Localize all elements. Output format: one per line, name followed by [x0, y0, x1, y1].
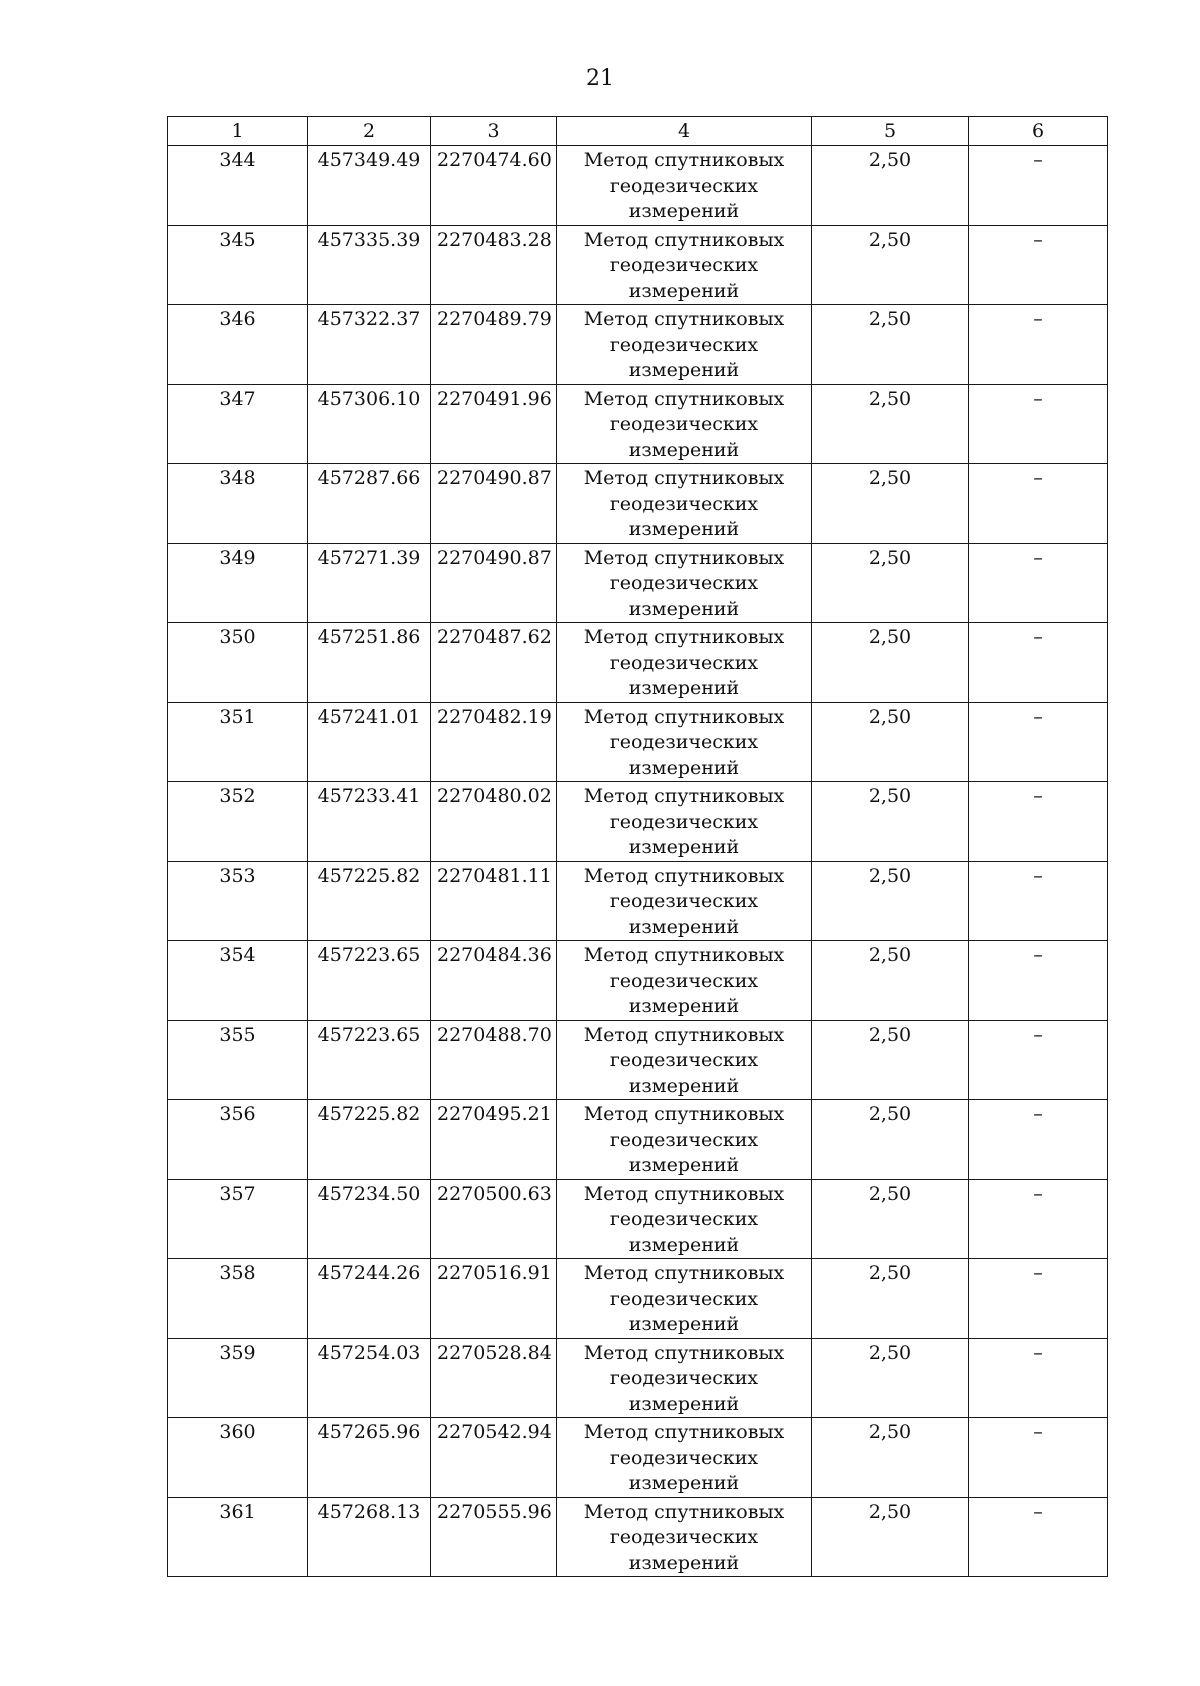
point-number-cell: 360: [168, 1418, 308, 1498]
point-number-cell: 353: [168, 861, 308, 941]
accuracy-cell: 2,50: [812, 1100, 969, 1180]
method-line: Метод спутниковых: [583, 785, 785, 807]
method-line: Метод спутниковых: [583, 149, 785, 171]
y-coordinate-cell: 2270490.87: [431, 464, 557, 544]
method-line: Метод спутниковых: [583, 467, 785, 489]
x-coordinate-cell: 457234.50: [308, 1179, 431, 1259]
method-line: измерений: [628, 1074, 740, 1097]
note-cell: –: [969, 861, 1108, 941]
accuracy-cell: 2,50: [812, 782, 969, 862]
x-coordinate-cell: 457223.65: [308, 1020, 431, 1100]
table-row: [168, 464, 1108, 544]
table-row: [168, 1100, 1108, 1180]
method-line: Метод спутниковых: [583, 387, 785, 410]
column-header-3: 3: [431, 117, 557, 146]
method-line: геодезических: [609, 174, 759, 197]
accuracy-cell: 2,50: [812, 702, 969, 782]
accuracy-cell: 2,50: [812, 1418, 969, 1498]
method-cell: [557, 702, 812, 782]
point-number-cell: 346: [168, 305, 308, 385]
table-header: [168, 117, 1108, 146]
method-cell: [557, 543, 812, 623]
x-coordinate-cell: 457225.82: [308, 1100, 431, 1180]
method-line: геодезических: [609, 969, 759, 992]
table-row: [168, 543, 1108, 623]
method-line: геодезических: [609, 810, 759, 833]
y-coordinate-cell: 2270495.21: [431, 1100, 557, 1180]
method-line: Метод спутниковых: [583, 1421, 785, 1443]
x-coordinate-cell: 457268.13: [308, 1497, 431, 1577]
method-line: геодезических: [609, 651, 759, 674]
method-cell: [557, 1020, 812, 1100]
x-coordinate-cell: 457223.65: [308, 941, 431, 1021]
method-line: Метод спутниковых: [583, 1182, 785, 1205]
point-number-cell: 352: [168, 782, 308, 862]
y-coordinate-cell: 2270488.70: [431, 1020, 557, 1100]
y-coordinate-cell: 2270483.28: [431, 225, 557, 305]
accuracy-cell: 2,50: [812, 146, 969, 226]
method-line: Метод спутниковых: [583, 626, 785, 648]
table-row: [168, 702, 1108, 782]
x-coordinate-cell: 457233.41: [308, 782, 431, 862]
point-number-cell: 350: [168, 623, 308, 703]
note-cell: –: [969, 305, 1108, 385]
method-line: измерений: [628, 279, 740, 302]
method-line: геодезических: [609, 1446, 759, 1469]
note-cell: –: [969, 384, 1108, 464]
accuracy-cell: 2,50: [812, 384, 969, 464]
y-coordinate-cell: 2270474.60: [431, 146, 557, 226]
note-cell: –: [969, 1100, 1108, 1180]
point-number-cell: 355: [168, 1020, 308, 1100]
y-coordinate-cell: 2270487.62: [431, 623, 557, 703]
method-cell: [557, 305, 812, 385]
x-coordinate-cell: 457241.01: [308, 702, 431, 782]
y-coordinate-cell: 2270484.36: [431, 941, 557, 1021]
method-line: измерений: [628, 1392, 740, 1415]
page-number: 21: [586, 66, 614, 91]
x-coordinate-cell: 457271.39: [308, 543, 431, 623]
table-row: [168, 1338, 1108, 1418]
accuracy-cell: 2,50: [812, 225, 969, 305]
note-cell: –: [969, 1338, 1108, 1418]
note-cell: –: [969, 225, 1108, 305]
method-line: Метод спутниковых: [583, 705, 785, 728]
method-line: геодезических: [609, 1526, 759, 1548]
note-cell: –: [969, 1418, 1108, 1498]
method-line: геодезических: [609, 572, 759, 594]
y-coordinate-cell: 2270500.63: [431, 1179, 557, 1259]
note-cell: –: [969, 543, 1108, 623]
column-header-1: 1: [168, 117, 308, 146]
x-coordinate-cell: 457306.10: [308, 384, 431, 464]
table-row: [168, 782, 1108, 862]
note-cell: –: [969, 782, 1108, 862]
method-cell: [557, 1259, 812, 1339]
accuracy-cell: 2,50: [812, 623, 969, 703]
accuracy-cell: 2,50: [812, 1259, 969, 1339]
method-line: измерений: [628, 995, 740, 1017]
point-number-cell: 357: [168, 1179, 308, 1259]
method-line: измерений: [628, 756, 740, 779]
table-row: [168, 1497, 1108, 1577]
coordinates-table: [167, 116, 1108, 1577]
table-row: [168, 623, 1108, 703]
method-cell: [557, 146, 812, 226]
accuracy-cell: 2,50: [812, 305, 969, 385]
point-number-cell: 347: [168, 384, 308, 464]
method-cell: [557, 1338, 812, 1418]
point-number-cell: 354: [168, 941, 308, 1021]
y-coordinate-cell: 2270482.19: [431, 702, 557, 782]
y-coordinate-cell: 2270542.94: [431, 1418, 557, 1498]
method-line: геодезических: [609, 413, 759, 435]
method-line: измерений: [628, 597, 740, 620]
note-cell: –: [969, 1020, 1108, 1100]
method-line: геодезических: [609, 492, 759, 515]
accuracy-cell: 2,50: [812, 941, 969, 1021]
method-line: геодезических: [609, 1208, 759, 1230]
point-number-cell: 344: [168, 146, 308, 226]
accuracy-cell: 2,50: [812, 1338, 969, 1418]
method-line: измерений: [628, 438, 740, 461]
x-coordinate-cell: 457335.39: [308, 225, 431, 305]
method-cell: [557, 1100, 812, 1180]
y-coordinate-cell: 2270480.02: [431, 782, 557, 862]
accuracy-cell: 2,50: [812, 1179, 969, 1259]
y-coordinate-cell: 2270516.91: [431, 1259, 557, 1339]
method-line: Метод спутниковых: [583, 1500, 785, 1523]
table-row: [168, 384, 1108, 464]
method-cell: [557, 1497, 812, 1577]
point-number-cell: 359: [168, 1338, 308, 1418]
y-coordinate-cell: 2270555.96: [431, 1497, 557, 1577]
method-line: измерений: [628, 1551, 740, 1574]
method-line: Метод спутниковых: [583, 308, 785, 330]
x-coordinate-cell: 457244.26: [308, 1259, 431, 1339]
y-coordinate-cell: 2270491.96: [431, 384, 557, 464]
table-row: [168, 225, 1108, 305]
method-line: измерений: [628, 677, 740, 699]
method-line: Метод спутниковых: [583, 1341, 785, 1364]
x-coordinate-cell: 457225.82: [308, 861, 431, 941]
point-number-cell: 351: [168, 702, 308, 782]
note-cell: –: [969, 623, 1108, 703]
method-line: измерений: [628, 915, 740, 938]
method-line: измерений: [628, 200, 740, 222]
table-row: [168, 1020, 1108, 1100]
method-line: Метод спутниковых: [583, 1262, 785, 1284]
method-line: Метод спутниковых: [583, 864, 785, 887]
method-line: измерений: [628, 1154, 740, 1176]
note-cell: –: [969, 1259, 1108, 1339]
method-line: геодезических: [609, 1049, 759, 1071]
x-coordinate-cell: 457254.03: [308, 1338, 431, 1418]
method-line: измерений: [628, 836, 740, 858]
method-line: геодезических: [609, 1287, 759, 1310]
table-row: [168, 1179, 1108, 1259]
table-row: [168, 861, 1108, 941]
y-coordinate-cell: 2270528.84: [431, 1338, 557, 1418]
method-cell: [557, 782, 812, 862]
method-line: Метод спутниковых: [583, 228, 785, 251]
point-number-cell: 348: [168, 464, 308, 544]
table-row: [168, 1259, 1108, 1339]
header-row: [168, 117, 1108, 146]
method-line: Метод спутниковых: [583, 1103, 785, 1125]
method-line: геодезических: [609, 1128, 759, 1151]
table-body: [168, 146, 1108, 1577]
method-cell: [557, 1179, 812, 1259]
method-line: геодезических: [609, 1367, 759, 1389]
table-row: [168, 1418, 1108, 1498]
method-cell: [557, 1418, 812, 1498]
method-line: Метод спутниковых: [583, 944, 785, 966]
method-cell: [557, 941, 812, 1021]
x-coordinate-cell: 457265.96: [308, 1418, 431, 1498]
method-cell: [557, 623, 812, 703]
y-coordinate-cell: 2270481.11: [431, 861, 557, 941]
method-line: геодезических: [609, 731, 759, 753]
note-cell: –: [969, 464, 1108, 544]
method-cell: [557, 464, 812, 544]
method-cell: [557, 384, 812, 464]
method-line: геодезических: [609, 333, 759, 356]
y-coordinate-cell: 2270490.87: [431, 543, 557, 623]
note-cell: –: [969, 941, 1108, 1021]
x-coordinate-cell: 457251.86: [308, 623, 431, 703]
x-coordinate-cell: 457322.37: [308, 305, 431, 385]
method-line: измерений: [628, 1313, 740, 1335]
accuracy-cell: 2,50: [812, 543, 969, 623]
note-cell: –: [969, 1497, 1108, 1577]
method-line: геодезических: [609, 890, 759, 912]
method-line: измерений: [628, 1472, 740, 1494]
method-line: измерений: [628, 359, 740, 381]
method-cell: [557, 861, 812, 941]
note-cell: –: [969, 1179, 1108, 1259]
point-number-cell: 358: [168, 1259, 308, 1339]
accuracy-cell: 2,50: [812, 1020, 969, 1100]
column-header-6: 6: [969, 117, 1108, 146]
method-line: измерений: [628, 1233, 740, 1256]
point-number-cell: 356: [168, 1100, 308, 1180]
table-row: [168, 941, 1108, 1021]
accuracy-cell: 2,50: [812, 464, 969, 544]
note-cell: –: [969, 702, 1108, 782]
column-header-4: 4: [557, 117, 812, 146]
method-line: геодезических: [609, 254, 759, 276]
table-row: [168, 146, 1108, 226]
point-number-cell: 349: [168, 543, 308, 623]
point-number-cell: 345: [168, 225, 308, 305]
point-number-cell: 361: [168, 1497, 308, 1577]
column-header-2: 2: [308, 117, 431, 146]
table-row: [168, 305, 1108, 385]
accuracy-cell: 2,50: [812, 1497, 969, 1577]
x-coordinate-cell: 457287.66: [308, 464, 431, 544]
method-cell: [557, 225, 812, 305]
method-line: измерений: [628, 518, 740, 540]
note-cell: –: [969, 146, 1108, 226]
accuracy-cell: 2,50: [812, 861, 969, 941]
method-line: Метод спутниковых: [583, 546, 785, 569]
x-coordinate-cell: 457349.49: [308, 146, 431, 226]
method-line: Метод спутниковых: [583, 1023, 785, 1046]
y-coordinate-cell: 2270489.79: [431, 305, 557, 385]
column-header-5: 5: [812, 117, 969, 146]
